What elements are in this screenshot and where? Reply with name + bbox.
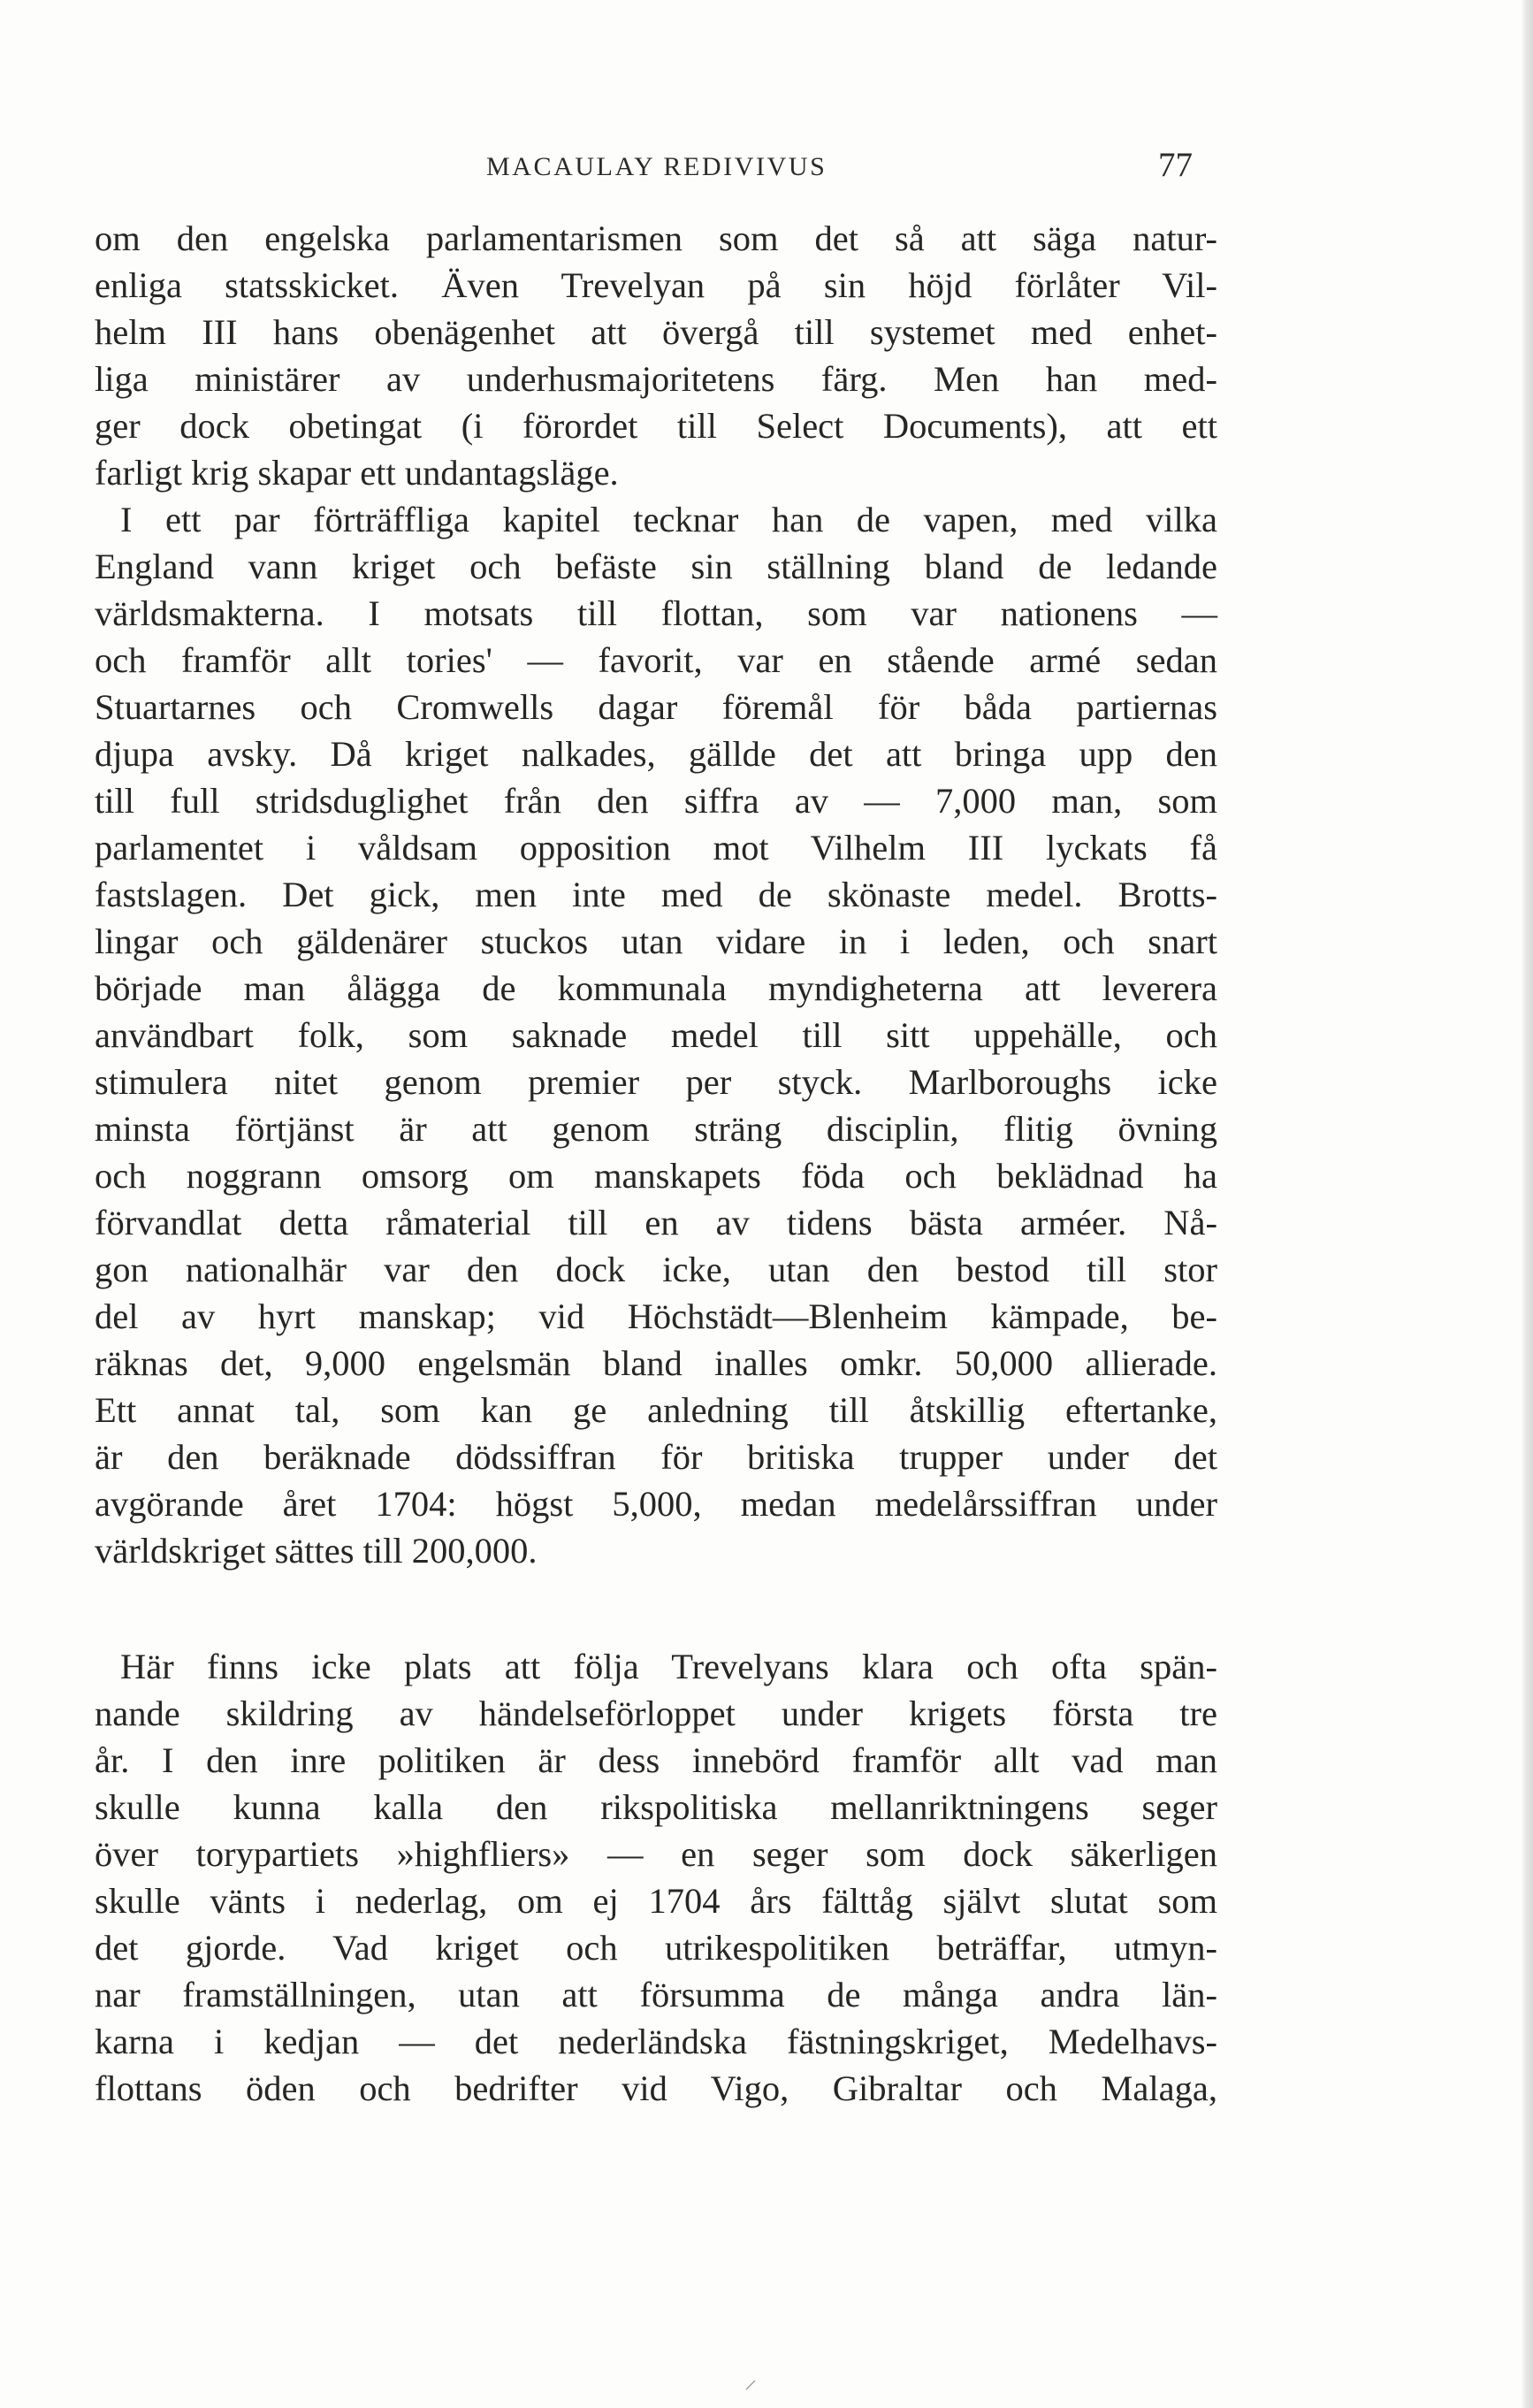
running-title: MACAULAY REDIVIVUS — [486, 152, 828, 181]
text-line: om den engelska parlamentarismen som det så att säga natur- — [95, 218, 1217, 258]
text-line: det gjorde. Vad kriget och utrikespolitiken beträffar, utmyn- — [95, 1928, 1217, 1968]
text-line: skulle kunna kalla den rikspolitiska mellanriktningens seger — [95, 1787, 1217, 1827]
text-line: världskriget sättes till 200,000. — [95, 1531, 538, 1571]
text-line: England vann kriget och befäste sin ställning bland de ledande — [95, 547, 1217, 586]
text-line: räknas det, 9,000 engelsmän bland inalles omkr. 50,000 allierade. — [95, 1343, 1217, 1383]
text-line: parlamentet i våldsam opposition mot Vilhelm III lyckats få — [95, 828, 1217, 868]
text-line: helm III hans obenägenhet att övergå till systemet med enhet- — [95, 312, 1217, 352]
text-line: liga ministärer av underhusmajoritetens färg. Men han med- — [95, 359, 1217, 399]
text-line: ger dock obetingat (i förordet till Select Documents), att ett — [95, 406, 1217, 446]
text-line: världsmakterna. I motsats till flottan, som var nationens — — [95, 593, 1217, 633]
text-line: fastslagen. Det gick, men inte med de skönaste medel. Brotts- — [95, 875, 1217, 914]
text-line: del av hyrt manskap; vid Höchstädt—Blenheim kämpade, be- — [95, 1296, 1217, 1336]
text-line: nande skildring av händelseförloppet under krigets första tre — [95, 1693, 1217, 1733]
page-edge — [1521, 0, 1533, 2408]
text-line: Här finns icke plats att följa Trevelyans klara och ofta spän- — [120, 1647, 1217, 1686]
text-line: förvandlat detta råmaterial till en av tidens bästa arméer. Nå- — [95, 1203, 1217, 1242]
text-line: djupa avsky. Då kriget nalkades, gällde det att bringa upp den — [95, 734, 1217, 774]
text-line: över torypartiets »highfliers» — en seger som dock säkerligen — [95, 1834, 1217, 1874]
page-number: 77 — [1158, 146, 1193, 184]
text-line: lingar och gäldenärer stuckos utan vidare in i leden, och snart — [95, 921, 1217, 961]
text-line: stimulera nitet genom premier per styck. Marlboroughs icke — [95, 1062, 1217, 1102]
text-line: skulle vänts i nederlag, om ej 1704 års fälttåg självt slutat som — [95, 1881, 1217, 1921]
text-line: karna i kedjan — det nederländska fästningskriget, Medelhavs- — [95, 2022, 1217, 2061]
text-line: och noggrann omsorg om manskapets föda och beklädnad ha — [95, 1156, 1217, 1196]
text-line: nar framställningen, utan att försumma de många andra län- — [95, 1975, 1217, 2014]
text-line: användbart folk, som saknade medel till sitt uppehälle, och — [95, 1015, 1217, 1055]
text-line: Stuartarnes och Cromwells dagar föremål för båda partiernas — [95, 687, 1217, 727]
text-line: är den beräknade dödssiffran för britiska trupper under det — [95, 1437, 1217, 1477]
text-line: började man ålägga de kommunala myndigheterna att leverera — [95, 968, 1217, 1008]
text-line: till full stridsduglighet från den siffra av — 7,000 man, som — [95, 781, 1217, 821]
text-line: enliga statsskicket. Även Trevelyan på sin höjd förlåter Vil- — [95, 265, 1217, 305]
text-line: Ett annat tal, som kan ge anledning till åtskillig eftertanke, — [95, 1390, 1217, 1430]
text-line: gon nationalhär var den dock icke, utan den bestod till stor — [95, 1250, 1217, 1289]
pencil-mark — [744, 2379, 757, 2391]
text-line: och framför allt tories' — favorit, var en stående armé sedan — [95, 640, 1217, 680]
text-line: flottans öden och bedrifter vid Vigo, Gibraltar och Malaga, — [95, 2068, 1217, 2108]
text-line: avgörande året 1704: högst 5,000, medan medelårssiffran under — [95, 1484, 1217, 1524]
text-line: år. I den inre politiken är dess innebörd framför allt vad man — [95, 1740, 1217, 1780]
text-line: farligt krig skapar ett undantagsläge. — [95, 453, 619, 493]
text-line: minsta förtjänst är att genom sträng disciplin, flitig övning — [95, 1109, 1217, 1149]
text-line: I ett par förträffliga kapitel tecknar han de vapen, med vilka — [120, 500, 1217, 539]
